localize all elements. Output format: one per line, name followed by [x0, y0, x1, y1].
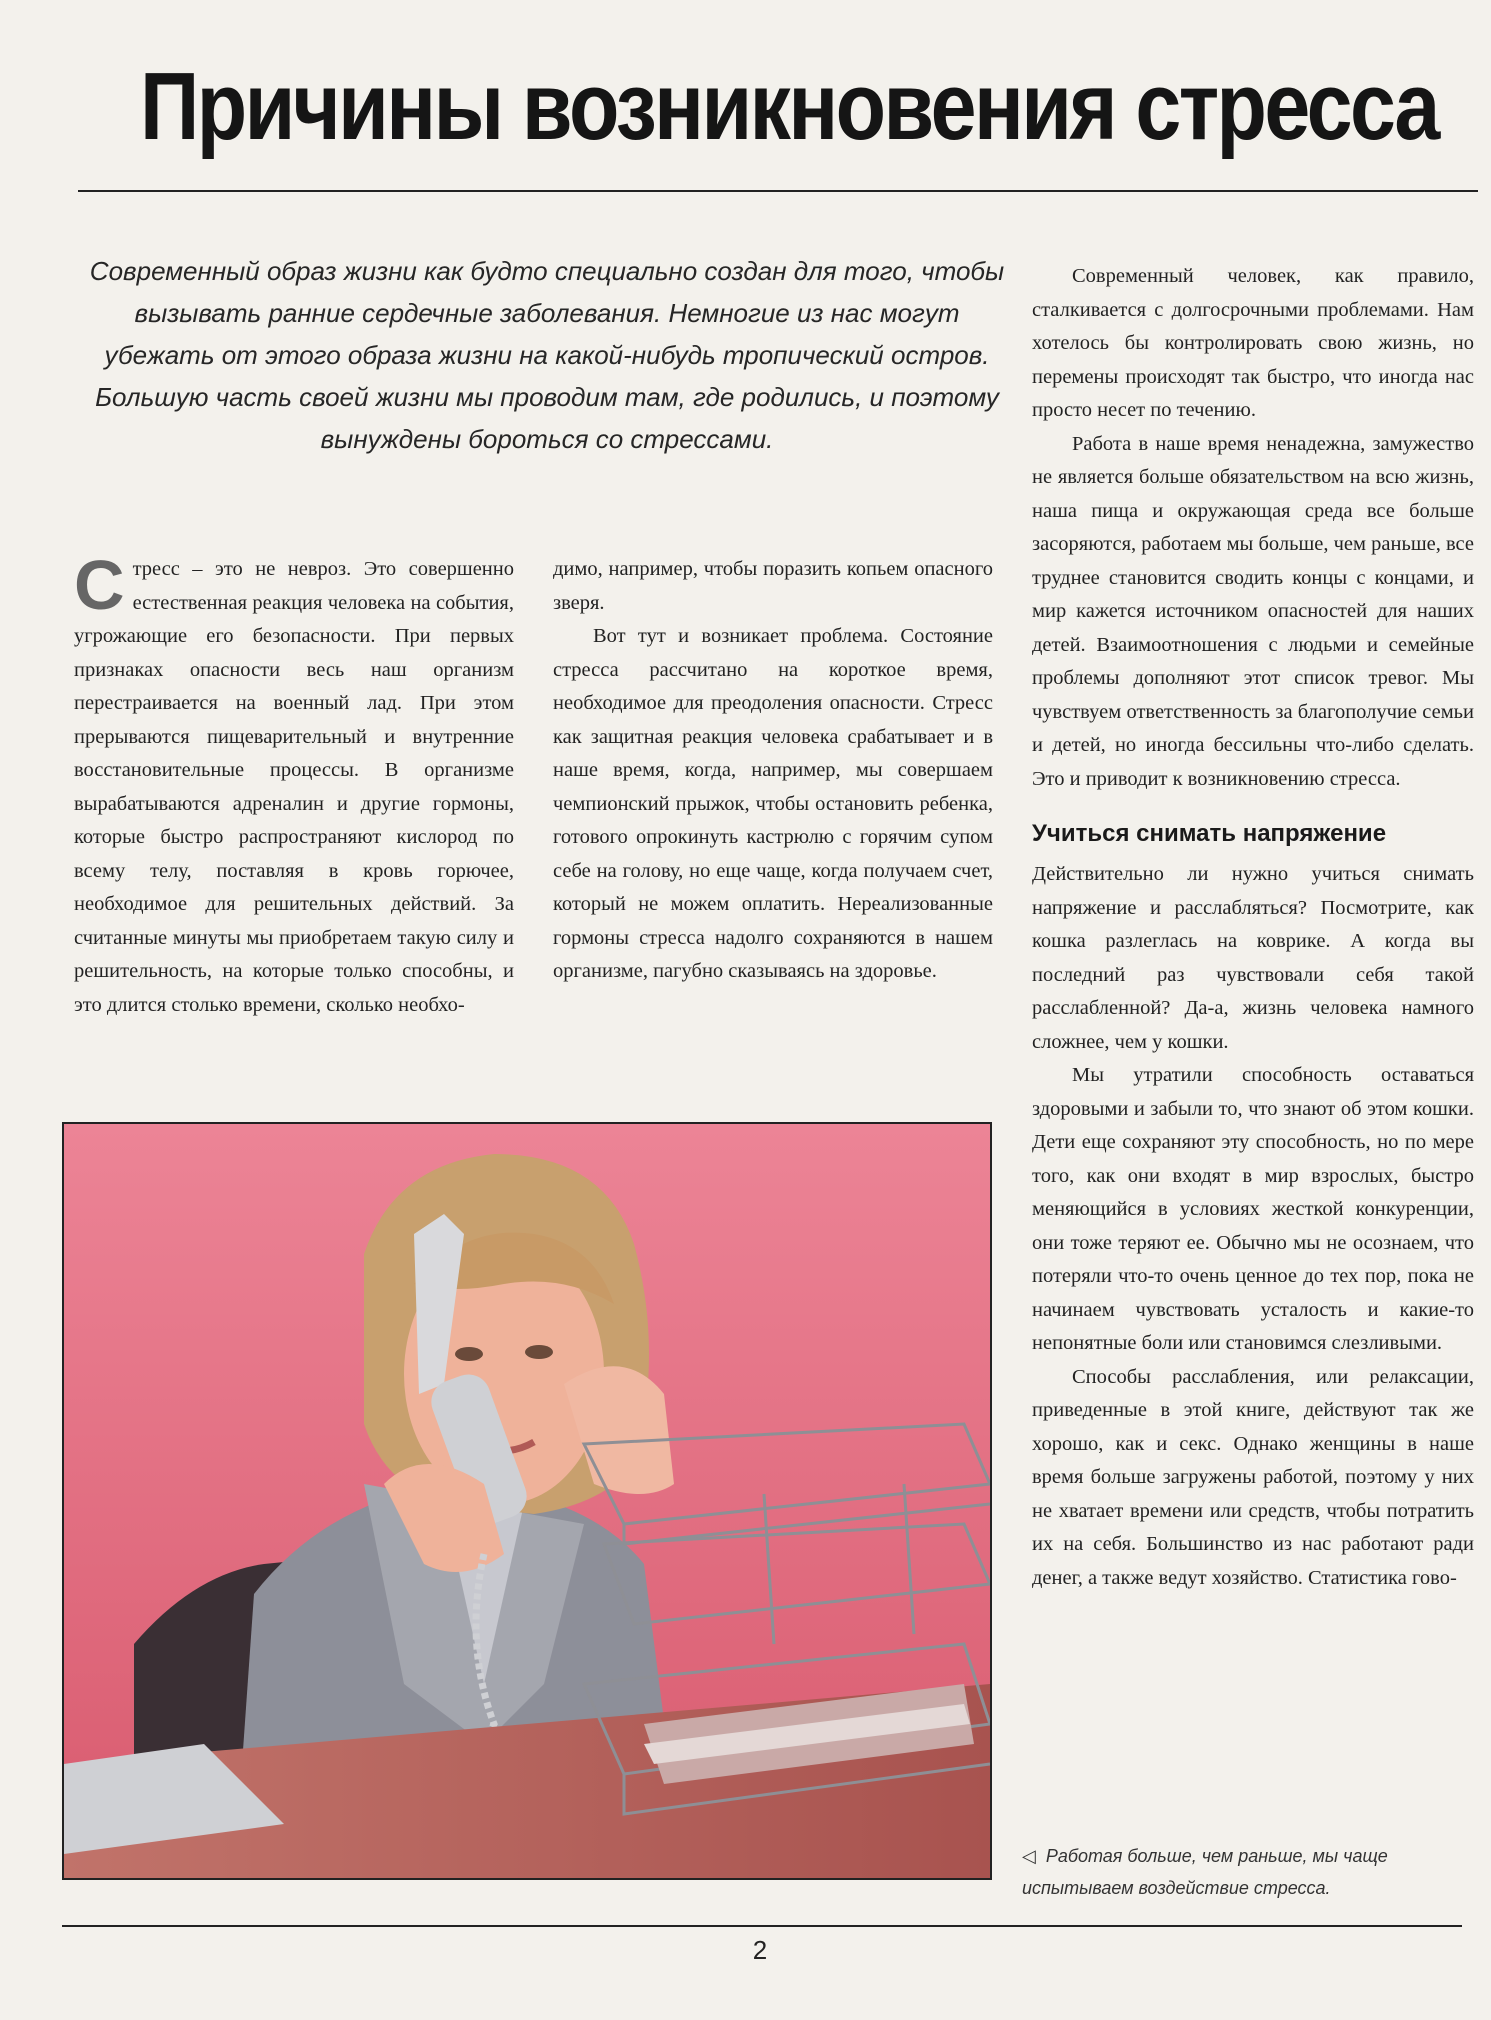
paragraph	[74, 546, 514, 1022]
paragraph: димо, например, чтобы поразить копьем опасного зверя.	[553, 558, 993, 614]
text-column-1	[74, 546, 514, 1022]
intro-paragraph: Современный образ жизни как будто специально создан для того, чтобы вызывать ранние сердечные заболевания. Немногие из нас могут убежать от этого образа жизни на какой-нибудь тропический остров. Большую часть своей жизни мы проводим там, где родились, и поэтому вынуждены бороться со стрессами.	[89, 256, 1005, 454]
page-title: Причины возникновения стресса	[140, 53, 1438, 160]
text-column-3	[1032, 260, 1474, 1595]
paragraph: Работа в наше время ненадежна, замужество не является больше обязательством на всю жизнь, наша пища и окружающая среда все больше засоряются, работаем мы больше, чем раньше, все труднее становится сводить концы с концами, и мир кажется источником опасностей для наших детей. Взаимоотношения с людьми и семейные проблемы дополняют этот список тревог. Мы чувствуем ответственность за благополучие семьи и детей, но иногда бессильны что-либо сделать. Это и приводит к возникновению стресса.	[1032, 432, 1474, 790]
page-number: 2	[752, 1935, 768, 1965]
photo-illustration	[64, 1124, 990, 1878]
paragraph: Способы расслабления, или релаксации, приведенные в этой книге, действуют так же хорошо, как и секс. Однако женщины в наше время больше загружены работой, поэтому у них не хватает времени или средств, чтобы потратить их на себя. Большинство из нас работают ради денег, а также ведут хозяйство. Статистика гово-	[1032, 1365, 1474, 1589]
paragraph: Вот тут и возникает проблема. Состояние стресса рассчитано на короткое время, необходимое для преодоления опасности. Стресс как защитная реакция человека срабатывает и в наше время, когда, например, мы совершаем чемпионский прыжок, чтобы остановить ребенка, готового опрокинуть кастрюлю с горячим супом себе на голову, но еще чаще, когда получаем счет, который не можем оплатить. Нереализованные гормоны стресса надолго сохраняются в нашем организме, пагубно сказываясь на здоровье.	[553, 625, 993, 982]
paragraph-text: тресс – это не невроз. Это совершенно естественная реакция человека на события, угрожающие его безопасности. При первых признаках опасности весь наш организм перестраивается на военный лад. При этом прерываются пищеварительный и внутренние восстановительные процессы. В организме вырабатываются адреналин и другие гормоны, которые быстро распространяют кислород по всему телу, поставляя в кровь горючее, необходимое для решительных действий. За считанные минуты мы приобретаем такую силу и решительность, на которые только способны, и это длится столько времени, сколько необхо-	[74, 558, 514, 1016]
footer-divider	[62, 1925, 1462, 1927]
triangle-left-icon: ◁	[1022, 1846, 1036, 1866]
text-column-2	[553, 553, 993, 989]
drop-cap: С	[74, 546, 125, 624]
paragraph: Действительно ли нужно учиться снимать напряжение и расслабляться? Посмотрите, как кошка разлеглась на коврике. А когда вы последний раз чувствовали себя такой расслабленной? Да-а, жизнь человека намного сложнее, чем у кошки.	[1032, 863, 1474, 1053]
paragraph: Мы утратили способность оставаться здоровыми и забыли то, что знают об этом кошки. Дети еще сохраняют эту способность, но по мере того, как они входят в мир взрослых, быстро меняющийся в условиях жесткой конкуренции, они тоже теряют ее. Обычно мы не осознаем, что потеряли что-то очень ценное до тех пор, пока не начинаем чувствовать усталость и какие-то непонятные боли или становимся слезливыми.	[1032, 1064, 1474, 1354]
paragraph: Современный человек, как правило, сталкивается с долгосрочными проблемами. Нам хотелось бы контролировать свою жизнь, но перемены происходят так быстро, что иногда нас просто несет по течению.	[1032, 265, 1474, 421]
caption-text: Работая больше, чем раньше, мы чаще испытываем воздействие стресса.	[1022, 1846, 1388, 1898]
photo-stressed-woman-on-phone	[62, 1122, 992, 1880]
photo-caption	[1022, 1840, 1462, 1904]
section-heading: Учиться снимать напряжение	[1032, 820, 1387, 847]
title-divider	[78, 190, 1478, 192]
